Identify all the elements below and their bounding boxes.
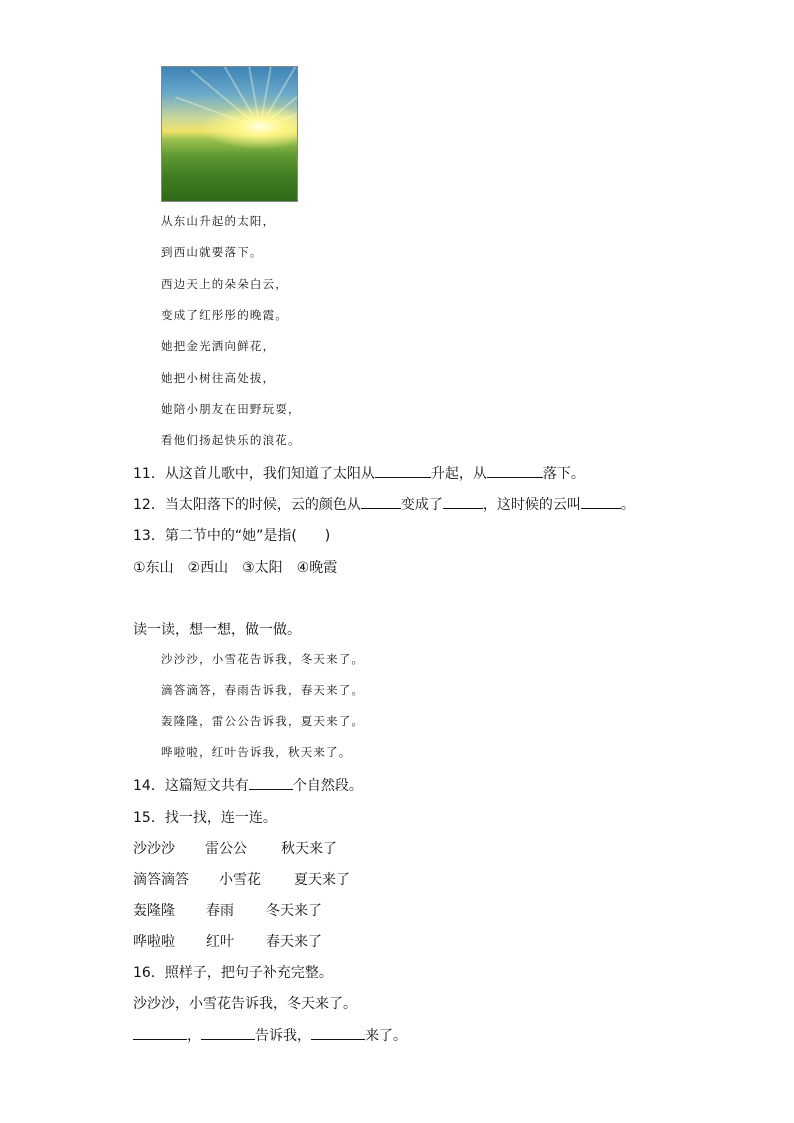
answer-blank[interactable] <box>133 1027 187 1040</box>
answer-blank[interactable] <box>443 496 483 509</box>
match-middle-4[interactable]: 红叶 <box>206 934 234 950</box>
answer-blank[interactable] <box>201 1027 255 1040</box>
poem1-line-5: 她把金光洒向鲜花， <box>161 339 276 353</box>
question-16: 16．照样子，把句子补充完整。 <box>133 965 333 981</box>
match-right-3[interactable]: 冬天来了 <box>266 903 322 919</box>
sunrise-photo <box>161 66 298 202</box>
poem1-line-2: 到西山就要落下。 <box>161 245 263 259</box>
answer-blank[interactable] <box>361 496 401 509</box>
match-middle-3[interactable]: 春雨 <box>206 903 234 919</box>
poem1-line-8: 看他们扬起快乐的浪花。 <box>161 433 301 447</box>
q14-text-a: 14．这篇短文共有 <box>133 778 249 794</box>
answer-blank[interactable] <box>375 465 431 478</box>
fill-came: 来了。 <box>365 1028 407 1044</box>
match-middle-1[interactable]: 雷公公 <box>205 841 247 857</box>
q12-text-a: 12．当太阳落下的时候，云的颜色从 <box>133 497 361 513</box>
match-middle-2[interactable]: 小雪花 <box>219 872 261 888</box>
q11-text-a: 11．从这首儿歌中，我们知道了太阳从 <box>133 466 375 482</box>
question-12 <box>133 494 635 514</box>
answer-blank[interactable] <box>311 1027 365 1040</box>
fill-told: 告诉我， <box>255 1028 311 1044</box>
match-left-1[interactable]: 沙沙沙 <box>133 841 175 857</box>
answer-blank[interactable] <box>487 465 543 478</box>
match-right-1[interactable]: 秋天来了 <box>281 841 337 857</box>
question-13-options: ①东山 ②西山 ③太阳 ④晚霞 <box>133 560 338 576</box>
q12-text-b: 变成了 <box>400 497 443 513</box>
poem1-line-4: 变成了红彤彤的晚霞。 <box>161 308 288 322</box>
match-left-3[interactable]: 轰隆隆 <box>133 903 175 919</box>
example-sentence: 沙沙沙，小雪花告诉我，冬天来了。 <box>133 996 357 1012</box>
question-14 <box>133 775 363 795</box>
fill-sentence <box>133 1025 407 1045</box>
poem2-line-4: 哗啦啦，红叶告诉我，秋天来了。 <box>161 745 352 759</box>
match-right-2[interactable]: 夏天来了 <box>294 872 350 888</box>
poem1-line-7: 她陪小朋友在田野玩耍， <box>161 402 301 416</box>
poem2-line-2: 滴答滴答，春雨告诉我，春天来了。 <box>161 683 365 697</box>
poem1-line-1: 从东山升起的太阳， <box>161 214 276 228</box>
poem2-line-1: 沙沙沙，小雪花告诉我，冬天来了。 <box>161 652 365 666</box>
answer-blank[interactable] <box>249 777 293 790</box>
poem1-line-3: 西边天上的朵朵白云， <box>161 277 288 291</box>
fill-comma: ， <box>187 1028 201 1044</box>
poem2-line-3: 轰隆隆，雷公公告诉我，夏天来了。 <box>161 714 365 728</box>
question-13: 13．第二节中的“她”是指( ) <box>133 528 331 544</box>
answer-blank[interactable] <box>581 496 621 509</box>
q11-text-b: 升起，从 <box>430 466 487 482</box>
question-11 <box>133 463 585 483</box>
match-right-4[interactable]: 春天来了 <box>266 934 322 950</box>
question-15: 15．找一找，连一连。 <box>133 810 277 826</box>
q12-text-c: ，这时候的云叫 <box>482 497 581 513</box>
match-left-4[interactable]: 哗啦啦 <box>133 934 175 950</box>
q12-text-d: 。 <box>620 497 635 513</box>
section-instruction: 读一读，想一想，做一做。 <box>133 622 301 638</box>
poem1-line-6: 她把小树往高处拔， <box>161 371 276 385</box>
q11-text-c: 落下。 <box>542 466 585 482</box>
match-left-2[interactable]: 滴答滴答 <box>133 872 189 888</box>
q14-text-b: 个自然段。 <box>292 778 363 794</box>
